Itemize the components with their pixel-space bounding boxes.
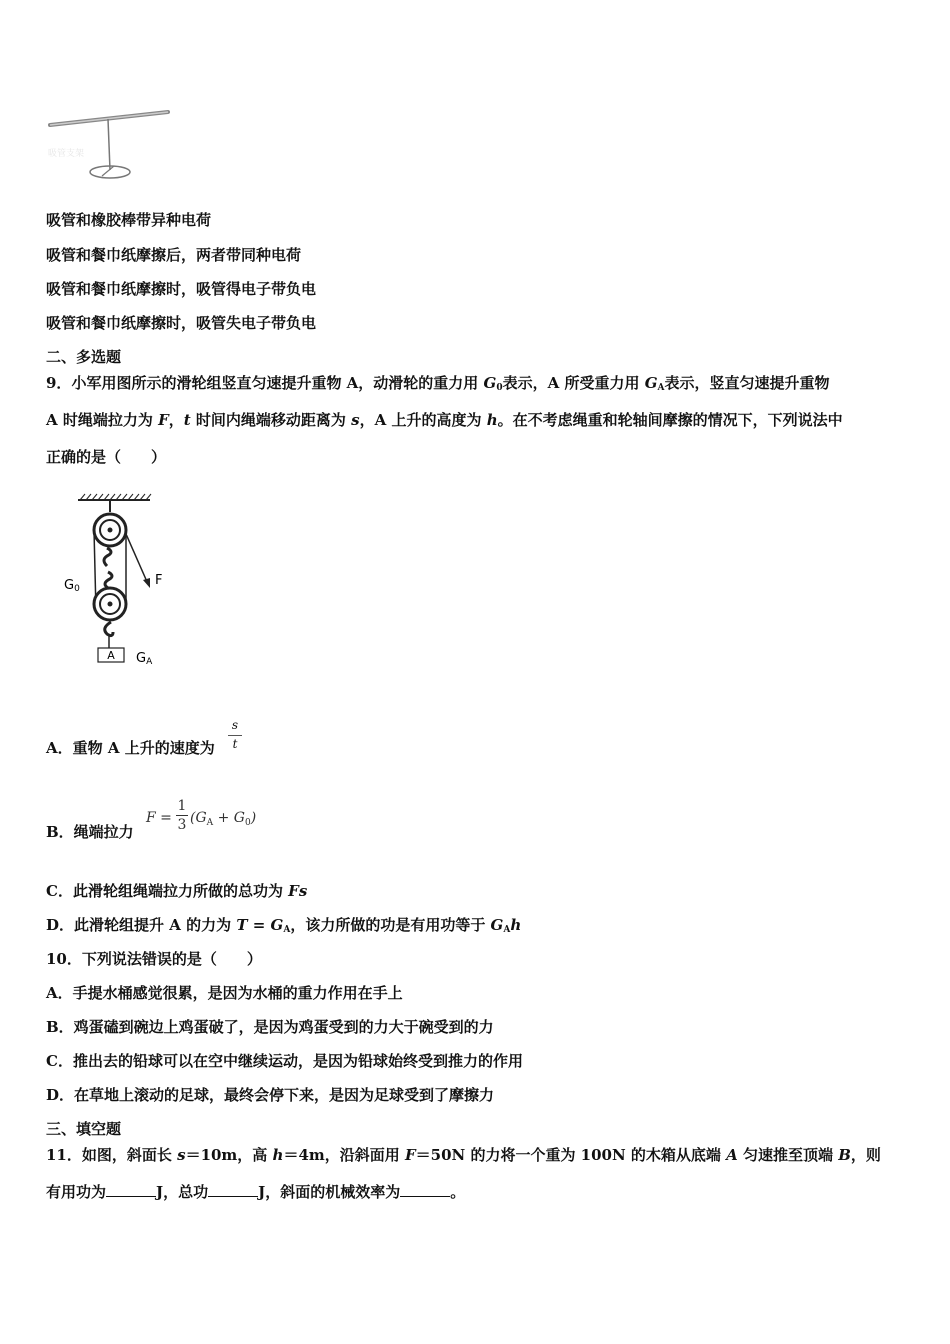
q10-option-b: B．鸡蛋磕到碗边上鸡蛋破了，是因为鸡蛋受到的力大于碗受到的力 bbox=[46, 1018, 494, 1036]
q8-option-a: 吸管和橡胶棒带异种电荷 bbox=[46, 211, 212, 229]
answer-blank-efficiency[interactable] bbox=[400, 1182, 450, 1197]
svg-text:F: F bbox=[155, 573, 163, 588]
svg-text:G0: G0 bbox=[64, 578, 80, 594]
q9-stem-line3: 正确的是（ ） bbox=[46, 448, 167, 466]
q9-stem-line2: A 时绳端拉力为 F，t 时间内绳端移动距离为 s，A 上升的高度为 h。在不考虑绳重和轮轴间摩擦的情况下，下列说法中 bbox=[46, 411, 843, 429]
q10-option-d: D．在草地上滚动的足球，最终会停下来，是因为足球受到了摩擦力 bbox=[46, 1086, 495, 1104]
q9-option-a: A．重物 A 上升的速度为 bbox=[46, 739, 215, 757]
q9-stem-line1: 9．小军用图所示的滑轮组竖直匀速提升重物 A，动滑轮的重力用 $G_0$表示，A 所受重力用 $G_A$表示，竖直匀速提升重物 bbox=[46, 374, 830, 393]
q9-option-b: B．绳端拉力 bbox=[46, 823, 134, 841]
q9-option-d: D．此滑轮组提升 A 的力为 $T = G_A$，该力所做的功是有用功等于 $G_Ah$ bbox=[46, 916, 522, 935]
q11-stem-line2: 有用功为 J，总功 J，斜面的机械效率为 。 bbox=[46, 1183, 466, 1201]
section-title-fill: 三、填空题 bbox=[46, 1120, 122, 1138]
svg-text:GA: GA bbox=[136, 651, 153, 667]
answer-blank-total-work[interactable] bbox=[208, 1182, 258, 1197]
q11-stem-line1: 11．如图，斜面长 s＝10m，高 h＝4m，沿斜面用 F＝50N 的力将一个重为 100N 的木箱从底端 A 匀速推至顶端 B，则 bbox=[46, 1146, 881, 1164]
section-title-multi: 二、多选题 bbox=[46, 348, 122, 366]
pulley-diagram bbox=[58, 492, 168, 672]
q8-option-c: 吸管和餐巾纸摩擦时，吸管得电子带负电 bbox=[46, 280, 317, 298]
svg-text:A: A bbox=[107, 649, 115, 662]
answer-blank-useful-work[interactable] bbox=[106, 1182, 156, 1197]
q10-option-c: C．推出去的铅球可以在空中继续运动，是因为铅球始终受到推力的作用 bbox=[46, 1052, 523, 1070]
q10-stem: 10．下列说法错误的是（ ） bbox=[46, 950, 262, 968]
q8-option-d: 吸管和餐巾纸摩擦时，吸管失电子带负电 bbox=[46, 314, 317, 332]
q10-option-a: A．手提水桶感觉很累，是因为水桶的重力作用在手上 bbox=[46, 984, 403, 1002]
q9-option-a-fraction: s t bbox=[228, 718, 242, 751]
q8-option-b: 吸管和餐巾纸摩擦后，两者带同种电荷 bbox=[46, 246, 302, 264]
straw-stand-caption: 吸管支架 bbox=[48, 149, 85, 159]
straw-stand-figure bbox=[40, 100, 180, 190]
q9-option-c: C．此滑轮组绳端拉力所做的总功为 Fs bbox=[46, 882, 308, 900]
